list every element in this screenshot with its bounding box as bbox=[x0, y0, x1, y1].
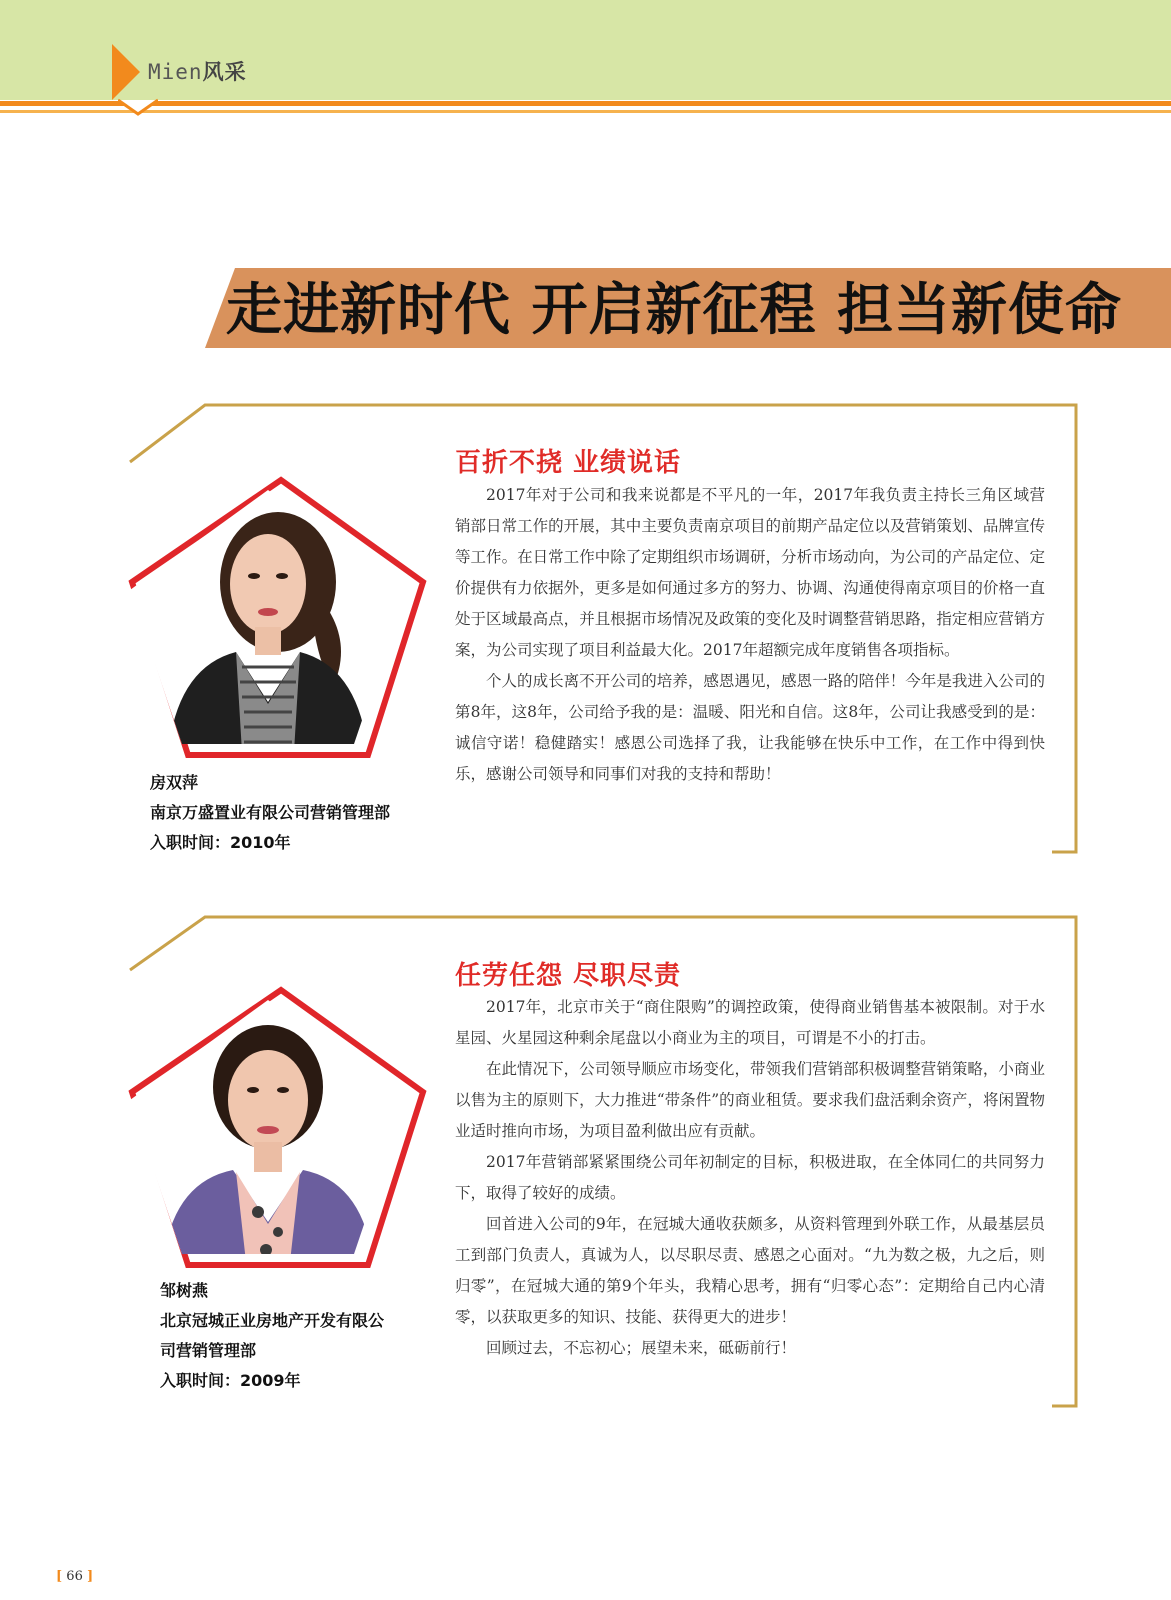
article-paragraph: 回首进入公司的9年，在冠城大通收获颇多，从资料管理到外联工作，从最基层员工到部门负责人，真诚为人，以尽职尽责、感恩之心面对。“九为数之极，九之后，则归零”，在冠城大通的第9个年头，我精心思考，拥有“归零心态”：定期给自己内心清零，以获取更多的知识、技能、获得更大的进步！ bbox=[455, 1215, 1045, 1326]
person-join-date: 入职时间：2009年 bbox=[160, 1371, 301, 1390]
person-info-2 bbox=[160, 1276, 384, 1396]
header-rule-orange bbox=[0, 101, 1171, 106]
header-notch bbox=[118, 96, 158, 116]
header-arrow-icon bbox=[112, 44, 140, 100]
article-paragraph: 2017年，北京市关于“商住限购”的调控政策，使得商业销售基本被限制。对于水星园、火星园这种剩余尾盘以小商业为主的项目，可谓是不小的打击。 bbox=[455, 998, 1045, 1047]
section-label bbox=[148, 56, 247, 86]
article-body-1 bbox=[455, 480, 1045, 790]
person-join-date: 入职时间：2010年 bbox=[150, 833, 291, 852]
article-heading-1: 百折不挠 业绩说话 bbox=[455, 448, 682, 478]
article-paragraph: 在此情况下，公司领导顺应市场变化，带领我们营销部积极调整营销策略，小商业以售为主的原则下，大力推进“带条件”的商业租赁。要求我们盘活剩余资产，将闲置物业适时推向市场，为项目盈利做出应有贡献。 bbox=[455, 1060, 1045, 1140]
page-number-bracket-left: [ bbox=[56, 1569, 63, 1584]
article-body-2 bbox=[455, 992, 1045, 1364]
article-paragraph: 回顾过去，不忘初心；展望未来，砥砺前行！ bbox=[486, 1339, 797, 1357]
page-number-bracket-right: ] bbox=[86, 1569, 94, 1584]
page-number bbox=[56, 1569, 93, 1584]
article-paragraph: 个人的成长离不开公司的培养，感恩遇见，感恩一路的陪伴！今年是我进入公司的第8年，这8年，公司给予我的是：温暖、阳光和自信。这8年，公司让我感受到的是：诚信守诺！稳健踏实！感恩公司选择了我，让我能够在快乐中工作，在工作中得到快乐，感谢公司领导和同事们对我的支持和帮助！ bbox=[455, 672, 1045, 783]
header-rule-light bbox=[0, 110, 1171, 113]
portrait-1 bbox=[118, 472, 428, 772]
article-paragraph: 2017年营销部紧紧围绕公司年初制定的目标，积极进取，在全体同仁的共同努力下，取得了较好的成绩。 bbox=[455, 1153, 1045, 1202]
article-heading-2: 任劳任怨 尽职尽责 bbox=[455, 961, 682, 991]
page-title: 走进新时代 开启新征程 担当新使命 bbox=[226, 278, 1122, 343]
portrait-2 bbox=[118, 982, 428, 1282]
person-department: 南京万盛置业有限公司营销管理部 bbox=[150, 803, 391, 822]
person-department: 北京冠城正业房地产开发有限公 bbox=[160, 1311, 385, 1330]
article-paragraph: 2017年对于公司和我来说都是不平凡的一年，2017年我负责主持长三角区域营销部日常工作的开展，其中主要负责南京项目的前期产品定位以及营销策划、品牌宣传等工作。在日常工作中除了定期组织市场调研，分析市场动向，为公司的产品定位、定价提供有力依据外，更多是如何通过多方的努力、协调、沟通使得南京项目的价格一直处于区域最高点，并且根据市场情况及政策的变化及时调整营销思路，指定相应营销方案，为公司实现了项目利益最大化。2017年超额完成年度销售各项指标。 bbox=[455, 486, 1045, 659]
person-department-cont: 司营销管理部 bbox=[160, 1341, 257, 1360]
page-number-value: 66 bbox=[66, 1569, 83, 1584]
section-label-en: Mien bbox=[148, 60, 203, 84]
section-label-cn: 风采 bbox=[202, 60, 247, 84]
person-info-1 bbox=[150, 768, 390, 858]
person-name: 邹树燕 bbox=[160, 1281, 209, 1300]
person-name: 房双萍 bbox=[150, 773, 199, 792]
